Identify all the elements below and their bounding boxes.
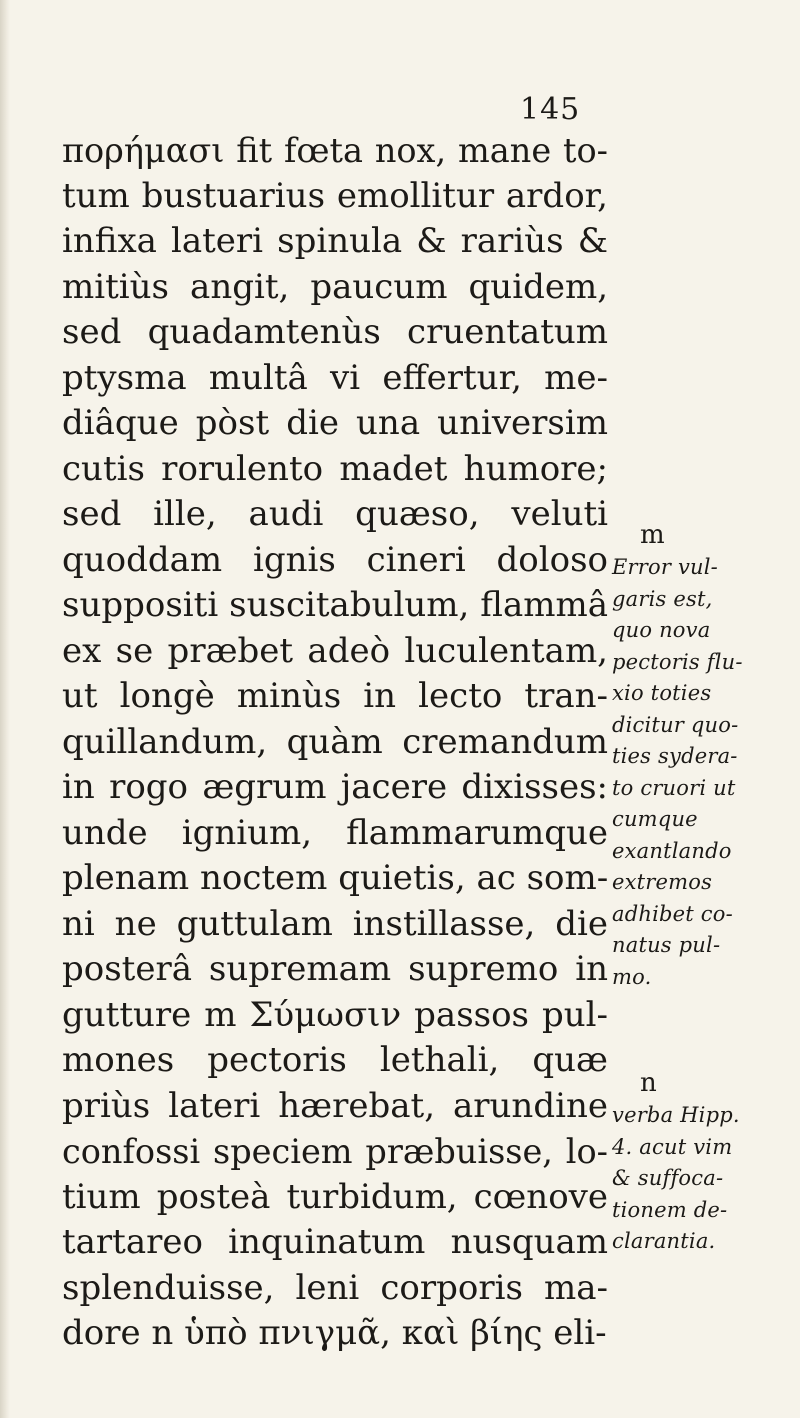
text-line: mones pectoris lethali, quæ [62, 1040, 608, 1080]
text-line: posterâ supremam supremo in [62, 949, 608, 989]
note-marker: n [640, 1068, 657, 1098]
text-line: quoddam ignis cineri doloso [62, 539, 608, 580]
page-edge [0, 0, 10, 1418]
text-line: tium posteà turbidum, cœnove [62, 1176, 608, 1217]
text-line: mitiùs angit, paucum quidem, [62, 266, 608, 307]
note-line: Error vul- [612, 555, 718, 579]
note-line: dicitur quo- [612, 712, 739, 737]
text-line: πορήμασι fit fœta nox, mane to- [62, 131, 608, 170]
main-text-block [62, 128, 608, 1357]
note-line: cumque [612, 807, 698, 831]
text-line: suppositi suscitabulum, flammâ [62, 585, 608, 625]
text-line: splenduisse, leni corporis ma- [62, 1267, 608, 1308]
text-line: confossi speciem præbuisse, lo- [62, 1132, 608, 1171]
text-line: dore n ὑπὸ πνιγμᾶ, καὶ βίης eli- [62, 1313, 607, 1353]
marginal-note-n [612, 1066, 792, 1258]
text-line: infixa lateri spinula & rariùs & [62, 221, 608, 261]
note-line: clarantia. [612, 1229, 716, 1253]
note-line: extremos [612, 870, 713, 894]
marginal-note-m [612, 518, 792, 993]
text-line: cutis rorulento madet humore; [62, 448, 608, 489]
text-line: ptysma multâ vi effertur, me- [62, 357, 608, 398]
text-line: unde ignium, flammarumque [62, 812, 608, 853]
note-line: verba Hipp. [612, 1103, 740, 1127]
note-marker: m [640, 520, 665, 550]
text-line: ex se præbet adeò luculentam, [62, 630, 608, 671]
note-line: pectoris flu- [612, 649, 743, 674]
note-line: quo nova [612, 618, 711, 642]
text-line: ut longè minùs in lecto tran- [62, 676, 608, 716]
text-line: plenam noctem quietis, ac som- [62, 858, 609, 898]
note-line: & suffoca- [612, 1166, 724, 1190]
note-line: exantlando [612, 838, 732, 863]
note-line: 4. acut vim [612, 1134, 733, 1159]
note-line: mo. [612, 964, 652, 989]
text-line: ni ne guttulam instillasse, die [62, 903, 608, 944]
text-line: tum bustuarius emollitur ardor, [62, 175, 608, 216]
note-line: to cruori ut [612, 775, 736, 800]
note-line: adhibet co- [612, 901, 733, 926]
text-line: priùs lateri hærebat, arundine [62, 1085, 608, 1126]
note-line: tionem de- [612, 1197, 728, 1222]
text-line: sed quadamtenùs cruentatum [62, 312, 608, 352]
text-line: gutture m Σύμωσιν passos pul- [62, 994, 608, 1035]
text-line: in rogo ægrum jacere dixisses: [62, 767, 608, 807]
text-line: sed ille, audi quæso, veluti [62, 494, 608, 534]
note-line: xio toties [612, 681, 712, 705]
text-line: tartareo inquinatum nusquam [62, 1222, 608, 1262]
page-number: 145 [520, 92, 581, 127]
note-line: garis est, [612, 586, 713, 611]
text-line: diâque pòst die una universim [62, 403, 608, 443]
text-line: quillandum, quàm cremandum [62, 721, 608, 762]
note-line: ties sydera- [612, 744, 738, 768]
note-line: natus pul- [612, 933, 721, 957]
